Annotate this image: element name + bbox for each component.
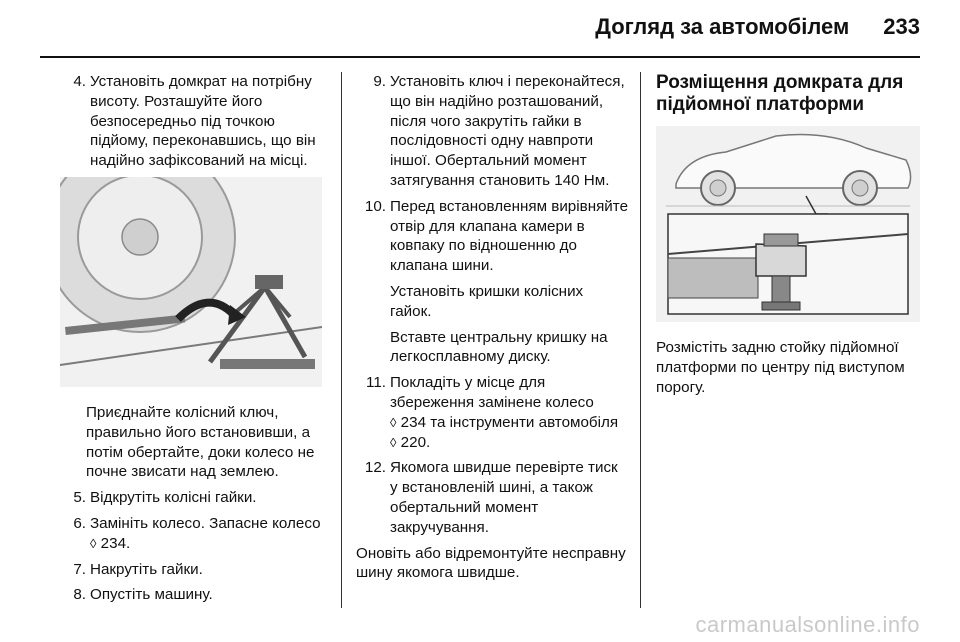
page-reference-link[interactable]: 220 (400, 433, 427, 451)
reference-icon: ◊ (390, 414, 397, 430)
step-number: 6. (73, 514, 86, 532)
column-divider (341, 72, 342, 608)
closing-note: Оновіть або відремонтуйте несправну шину якомога швидше. (356, 544, 626, 582)
step-number: 8. (73, 586, 86, 604)
column-divider (640, 72, 641, 608)
step-text: Якомога швидше перевірте тиск у встановленій шині, а також обертальний момент закручування. (390, 459, 618, 536)
page-number: 233 (883, 14, 920, 39)
lift-platform-illustration (656, 126, 920, 322)
step-12 (364, 458, 628, 537)
step-text: Опустіть машину. (90, 586, 213, 604)
column-2 (356, 72, 628, 583)
step-number: 7. (73, 560, 86, 578)
step-number: 11. (366, 374, 386, 392)
step-number: 5. (73, 489, 86, 507)
step-text: Відкрутіть колісні гайки. (90, 489, 257, 507)
column-1 (60, 72, 326, 611)
page-title: Догляд за автомобілем (595, 14, 850, 39)
step-text: Перед встановленням вирівняйте отвір для клапана камери в ковпаку по відношенню до клапана шини. Установіть кришки колісних гайок. Вставте центральну кришку на легкосплавному диску. (390, 197, 629, 366)
step-text: Установіть домкрат на потрібну висоту. Розташуйте його безпосередньо під точкою підйому, переконавшись, що він надійно зафіксований на місці. (90, 73, 316, 170)
step-text: Покладіть у місце для збереження замінене колесо ◊ 234 та інструменти автомобіля ◊ 220. (390, 374, 619, 451)
step-9 (373, 72, 628, 191)
page-reference-link[interactable]: 234 (100, 534, 127, 552)
section-heading: Розміщення домкрата для підйомної платформи (656, 72, 904, 115)
reference-icon: ◊ (90, 535, 97, 551)
watermark: carmanualsonline.info (695, 612, 920, 637)
step-number: 12. (364, 459, 386, 477)
step-text: Замініть колесо. Запасне колесо ◊ 234. (90, 514, 321, 552)
step-8 (73, 585, 326, 605)
step-text: Накрутіть гайки. (90, 560, 203, 578)
step-number: 10. (364, 197, 386, 215)
step-10 (364, 197, 629, 367)
step-text: Установіть ключ і переконайтеся, що він надійно розташований, після чого закрутіть гайки в послідовності одну навпроти іншої. Обертальний момент затягування становить 140 Нм. (390, 73, 625, 189)
jack-wheel-illustration (60, 177, 322, 387)
step-number: 4. (73, 73, 86, 90)
step-4 (73, 72, 326, 171)
step-11 (366, 373, 628, 452)
step-6 (73, 514, 326, 554)
column-3 (656, 72, 922, 397)
step-4-continued: Приєднайте колісний ключ, правильно його встановивши, а потім обертайте, доки колесо не почне звисати над землею. (86, 403, 315, 481)
page-reference-link[interactable]: 234 (400, 413, 427, 431)
reference-icon: ◊ (390, 434, 397, 450)
step-7 (73, 560, 326, 580)
header-rule (40, 56, 920, 58)
step-5 (73, 488, 326, 508)
step-number: 9. (373, 73, 386, 90)
page-header (40, 14, 920, 50)
figure-caption: Розмістіть задню стойку підйомної платформи по центру під виступом порогу. (656, 339, 905, 396)
